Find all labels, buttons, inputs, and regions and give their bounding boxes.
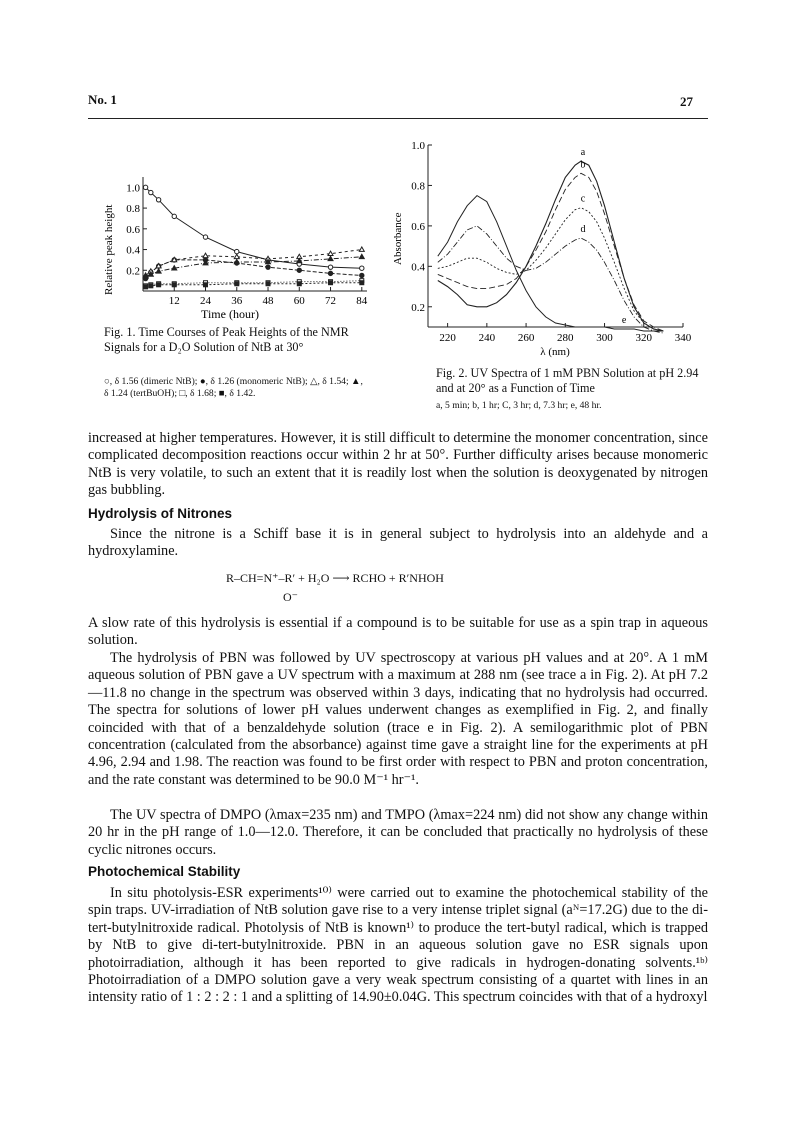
fig2-trace — [438, 193, 664, 331]
fig1-ylabel: Relative peak height — [103, 204, 115, 295]
fig1-point — [329, 281, 333, 285]
fig2-y-tick-label: 0.6 — [411, 220, 425, 233]
fig1-point — [360, 281, 364, 285]
fig2-trace-label: c — [580, 193, 586, 205]
fig2-xlabel: λ (nm) — [540, 346, 570, 358]
fig1-x-tick-label: 24 — [200, 295, 212, 307]
fig2-y-tick-label: 0.8 — [411, 180, 425, 193]
fig1-point — [234, 259, 239, 263]
fig1-x-tick-label: 36 — [231, 295, 243, 307]
fig1-x-tick-label: 84 — [356, 295, 368, 307]
fig2-trace-label: d — [580, 224, 586, 236]
fig1-x-tick-label: 12 — [168, 295, 180, 307]
fig1-point — [328, 265, 332, 269]
figure-2-caption: Fig. 2. UV Spectra of 1 mM PBN Solution at pH 2.94 and at 20° as a Function of Time — [436, 366, 699, 395]
fig2-x-tick-label: 320 — [635, 332, 653, 344]
fig1-point — [172, 214, 176, 218]
journal-number: No. 1 — [88, 92, 117, 107]
fig1-point — [149, 284, 153, 288]
paragraph-4: The hydrolysis of PBN was followed by UV spectroscopy at various pH values and at 20°. A 1 mM aqueous solution of PBN gave a UV spectrum with a maximum at 288 nm (see trace a in Fig. 2). At pH 7.2—11.8 no change in the spectrum was observed within 3 days, indicating that no hydrolysis had occurred. The spectra for solutions of lower pH values underwent changes as exemplified in Fig. 2, and finally coincided with that of a benzaldehyde solution (trace e in Fig. 2). A semilogarithmic plot of PBN concentration (calculated from the absorbance) against time gave a straight line for the experiments at pH 4.96, 2.94 and 1.98. The reaction was found to be first order with respect to PBN and proton concentration, and the rate constant was determined to be 90.0 M⁻¹ hr⁻¹. — [88, 650, 708, 788]
fig2-x-tick-label: 240 — [478, 332, 496, 344]
fig1-y-tick-label: 0.4 — [126, 244, 140, 257]
fig2-x-tick-label: 340 — [674, 332, 692, 344]
page-number: 27 — [680, 94, 693, 109]
fig1-point — [359, 247, 364, 251]
fig1-point — [235, 282, 239, 286]
fig1-point — [266, 265, 270, 269]
fig1-x-tick-label: 60 — [293, 295, 305, 307]
fig2-x-tick-label: 220 — [439, 332, 456, 344]
fig2-trace-label: a — [580, 147, 586, 159]
fig2-trace-label: b — [580, 159, 586, 171]
fig1-point — [156, 269, 161, 273]
fig1-point — [359, 254, 364, 258]
fig2-trace — [438, 208, 664, 331]
fig1-y-tick-label: 1.0 — [126, 182, 140, 195]
fig1-point — [156, 198, 160, 202]
fig2-ylabel: Absorbance — [392, 212, 404, 265]
figure-1-caption: Fig. 1. Time Courses of Peak Heights of the NMR Signals for a D₂O Solution of NtB at 30° — [104, 325, 349, 354]
figure-2-chart — [385, 135, 695, 360]
paragraph-3: A slow rate of this hydrolysis is essential if a compound is to be suitable for use as a spin trap in aqueous solution. — [88, 615, 708, 649]
figure-1-chart — [95, 165, 385, 325]
fig1-y-tick-label: 0.8 — [126, 203, 140, 216]
figure-1-legend: ○, δ 1.56 (dimeric NtB); ●, δ 1.26 (monomeric NtB); △, δ 1.54; ▲, δ 1.24 (tertBuOH); □, δ 1.68; ■, δ 1.42. — [104, 376, 363, 399]
hydrolysis-equation: R–CH=N⁺–R′ + H₂O ⟶ RCHO + R′NHOH — [226, 571, 444, 585]
fig1-point — [172, 266, 177, 270]
section-heading-hydrolysis: Hydrolysis of Nitrones — [88, 506, 233, 521]
fig1-point — [328, 251, 333, 255]
fig1-series-line — [146, 187, 362, 268]
fig2-trace — [438, 173, 664, 331]
fig1-point — [328, 256, 333, 260]
section-heading-photochemical: Photochemical Stability — [88, 864, 241, 879]
paragraph-2: Since the nitrone is a Schiff base it is in general subject to hydrolysis into an aldehyde and a hydroxylamine. — [88, 526, 708, 560]
equation-oxygen-anion: O⁻ — [283, 590, 298, 604]
fig2-y-tick-label: 0.4 — [411, 261, 425, 274]
fig1-point — [204, 283, 208, 287]
fig2-y-tick-label: 0.2 — [411, 301, 425, 314]
fig2-y-tick-label: 1.0 — [411, 140, 425, 152]
paragraph-6: In situ photolysis-ESR experiments¹⁰⁾ were carried out to examine the photochemical stability of the spin traps. UV-irradiation of NtB solution gave rise to a very intense triplet signal (aᴺ=17.2G) due to the di-tert-butylnitroxide radical. Photolysis of NtB is known¹⁾ to produce the tert-butyl radical, which is trapped by NtB to give di-tert-butylnitroxide. PBN in an aqueous solution gave no ESR signals upon photoirradiation, although it has been reported to give radicals in hydrogen-donating solvents.¹ᵇ⁾ Photoirradiation of a DMPO solution gave a very weak spectrum consisting of a quartet with lines in an intensity ratio of 1 : 2 : 2 : 1 and a splitting of 14.90±0.04G. This spectrum coincides with that of a hydroxyl — [88, 885, 708, 1006]
fig2-trace — [438, 226, 664, 333]
fig2-x-tick-label: 260 — [517, 332, 535, 344]
paragraph-5: The UV spectra of DMPO (λmax=235 nm) and TMPO (λmax=224 nm) did not show any change within 20 hr in the pH range of 1.0—12.0. Therefore, it can be concluded that practically no hydrolysis of these cyclic nitrones occurs. — [88, 807, 708, 858]
figure-2-legend: a, 5 min; b, 1 hr; C, 3 hr; d, 7.3 hr; e, 48 hr. — [436, 400, 602, 411]
fig1-xlabel: Time (hour) — [201, 307, 259, 321]
fig1-point — [328, 271, 332, 275]
fig2-x-tick-label: 280 — [557, 332, 574, 344]
fig1-point — [297, 282, 301, 286]
fig1-y-tick-label: 0.6 — [126, 223, 140, 236]
fig2-x-tick-label: 300 — [596, 332, 613, 344]
fig1-point — [235, 249, 239, 253]
fig1-point — [234, 254, 239, 258]
fig1-point — [143, 185, 147, 189]
fig1-x-tick-label: 72 — [325, 295, 337, 307]
header-rule — [88, 118, 708, 119]
fig1-y-tick-label: 0.2 — [126, 265, 140, 278]
fig1-point — [157, 283, 161, 287]
fig1-point — [266, 282, 270, 286]
fig1-point — [172, 283, 176, 287]
paragraph-1: increased at higher temperatures. However, it is still difficult to determine the monomer concentration, since complicated decomposition reactions occur within 2 hr at 50°. Further difficulty arises because monomeric NtB is very volatile, to such an extent that it is readily lost when the solution is deoxygenated by nitrogen gas bubbling. — [88, 430, 708, 499]
fig1-point — [360, 273, 364, 277]
fig2-trace-label: e — [621, 315, 627, 327]
fig1-point — [149, 190, 153, 194]
fig1-point — [144, 285, 148, 289]
fig1-point — [203, 253, 208, 257]
fig1-point — [203, 235, 207, 239]
fig1-x-tick-label: 48 — [262, 295, 274, 307]
fig1-point — [297, 268, 301, 272]
fig2-trace — [438, 161, 664, 331]
fig1-point — [360, 266, 364, 270]
